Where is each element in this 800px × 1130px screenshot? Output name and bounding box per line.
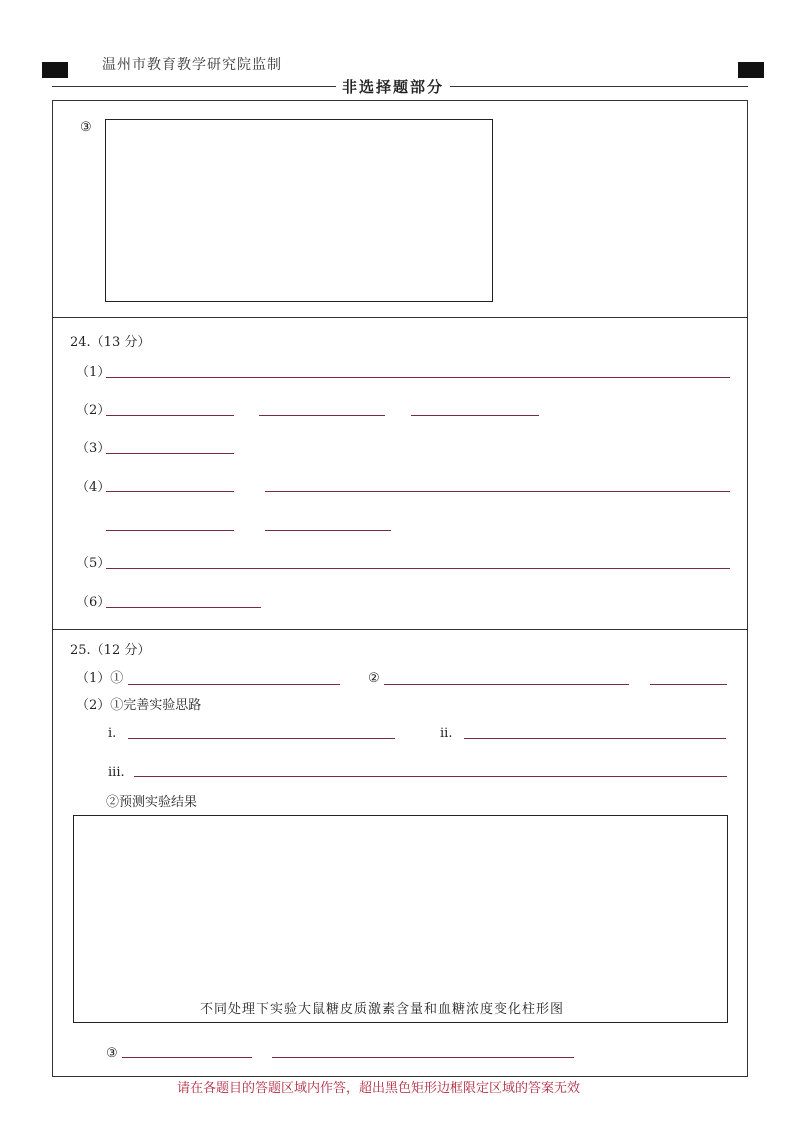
q24-item-2-line-a[interactable] — [106, 415, 234, 416]
q24-item-4-line-b[interactable] — [265, 491, 730, 492]
q24-item-3-label: （3） — [76, 441, 111, 456]
q25-chart-answer-box[interactable] — [73, 815, 728, 1023]
q25-chart-caption: 不同处理下实验大鼠糖皮质激素含量和血糖浓度变化柱形图 — [200, 1002, 565, 1017]
q25-item-1-line-a[interactable] — [128, 684, 340, 685]
q24-item-4-line-a[interactable] — [106, 491, 234, 492]
q25-item-2-label: （2）①完善实验思路 — [76, 698, 202, 713]
footer-notice: 请在各题目的答题区域内作答，超出黑色矩形边框限定区域的答案无效 — [177, 1081, 581, 1096]
q24-item-4-line-c[interactable] — [106, 530, 234, 531]
section-title: 非选择题部分 — [336, 76, 450, 97]
q25-roman-iii-line[interactable] — [134, 776, 727, 777]
q24-item-2-line-c[interactable] — [411, 415, 539, 416]
q24-title: 24.（13 分） — [70, 335, 151, 350]
q24-item-3-line[interactable] — [106, 453, 234, 454]
q25-title: 25.（12 分） — [70, 643, 151, 658]
q25-item-1-line-b[interactable] — [384, 684, 629, 685]
q24-item-6-line[interactable] — [106, 607, 261, 608]
issuer-text: 温州市教育教学研究院监制 — [102, 57, 282, 73]
positioning-mark-right — [738, 62, 764, 78]
divider-q23-q24 — [52, 317, 747, 318]
q25-sub3-line-a[interactable] — [122, 1057, 252, 1058]
q24-item-4-label: （4） — [76, 480, 111, 495]
q24-item-4-line-d[interactable] — [265, 530, 391, 531]
q24-item-5-label: （5） — [76, 556, 111, 571]
q25-roman-i: i. — [108, 726, 117, 741]
q25-item-1-line-c[interactable] — [650, 684, 727, 685]
q24-item-1-line[interactable] — [106, 377, 730, 378]
positioning-mark-left — [42, 62, 68, 78]
q24-item-2-label: （2） — [76, 403, 111, 418]
q24-item-5-line[interactable] — [106, 568, 730, 569]
q24-item-2-line-b[interactable] — [259, 415, 385, 416]
q25-item-1-label: （1）① — [76, 671, 124, 686]
q23-sub3-marker: ③ — [80, 120, 92, 135]
q25-item-1-circle2: ② — [368, 671, 380, 686]
divider-q24-q25 — [52, 629, 747, 630]
q24-item-6-label: （6） — [76, 595, 111, 610]
q25-roman-ii-line[interactable] — [464, 738, 726, 739]
q23-answer-box[interactable] — [105, 119, 493, 302]
q25-predict-label: ②预测实验结果 — [106, 795, 198, 810]
q25-roman-iii: iii. — [108, 765, 125, 780]
q25-roman-ii: ii. — [440, 726, 453, 741]
q25-roman-i-line[interactable] — [128, 738, 395, 739]
q25-sub3-marker: ③ — [106, 1046, 118, 1061]
q24-item-1-label: （1） — [76, 365, 111, 380]
q25-sub3-line-b[interactable] — [272, 1057, 574, 1058]
